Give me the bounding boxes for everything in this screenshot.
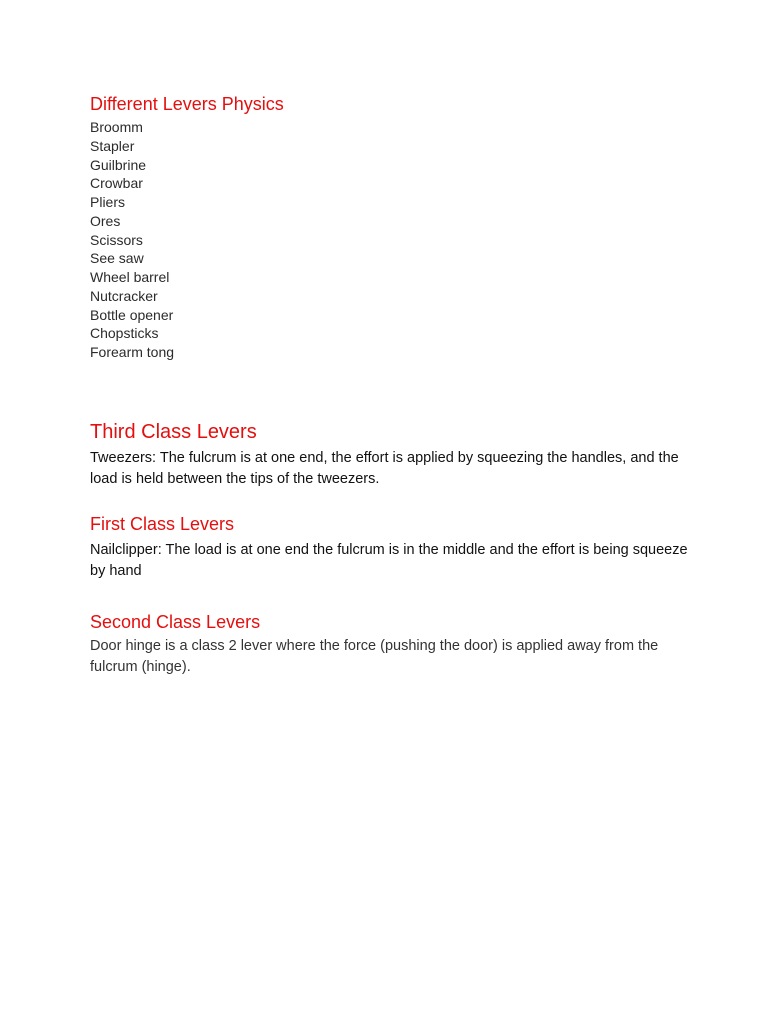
list-item: Forearm tong xyxy=(90,344,175,360)
third-class-description: Tweezers: The fulcrum is at one end, the effort is applied by squeezing the handles, and the load is held between the tips of the tweezers. xyxy=(90,450,679,487)
list-item: Nutcracker xyxy=(90,287,158,304)
list-item: Chopsticks xyxy=(90,325,159,342)
lever-examples-list xyxy=(90,118,174,362)
list-item: Crowbar xyxy=(90,175,143,192)
list-item: Wheel barrel xyxy=(90,269,170,285)
second-class-description: Door hinge is a class 2 lever where the force (pushing the door) is applied away from the fulcrum (hinge). xyxy=(90,638,659,675)
second-class-heading: Second Class Levers xyxy=(90,612,261,632)
third-class-heading: Third Class Levers xyxy=(90,421,257,443)
list-item: See saw xyxy=(90,250,144,267)
first-class-heading: First Class Levers xyxy=(90,514,235,534)
first-class-description: Nailclipper: The load is at one end the fulcrum is in the middle and the effort is being squeeze by hand xyxy=(90,542,688,579)
list-item: Broomm xyxy=(90,119,143,135)
list-item: Stapler xyxy=(90,137,135,154)
list-item: Scissors xyxy=(90,231,143,248)
list-item: Bottle opener xyxy=(90,306,174,323)
document-title: Different Levers Physics xyxy=(90,94,284,114)
list-item: Guilbrine xyxy=(90,156,147,173)
list-item: Pliers xyxy=(90,194,126,210)
list-item: Ores xyxy=(90,212,121,229)
